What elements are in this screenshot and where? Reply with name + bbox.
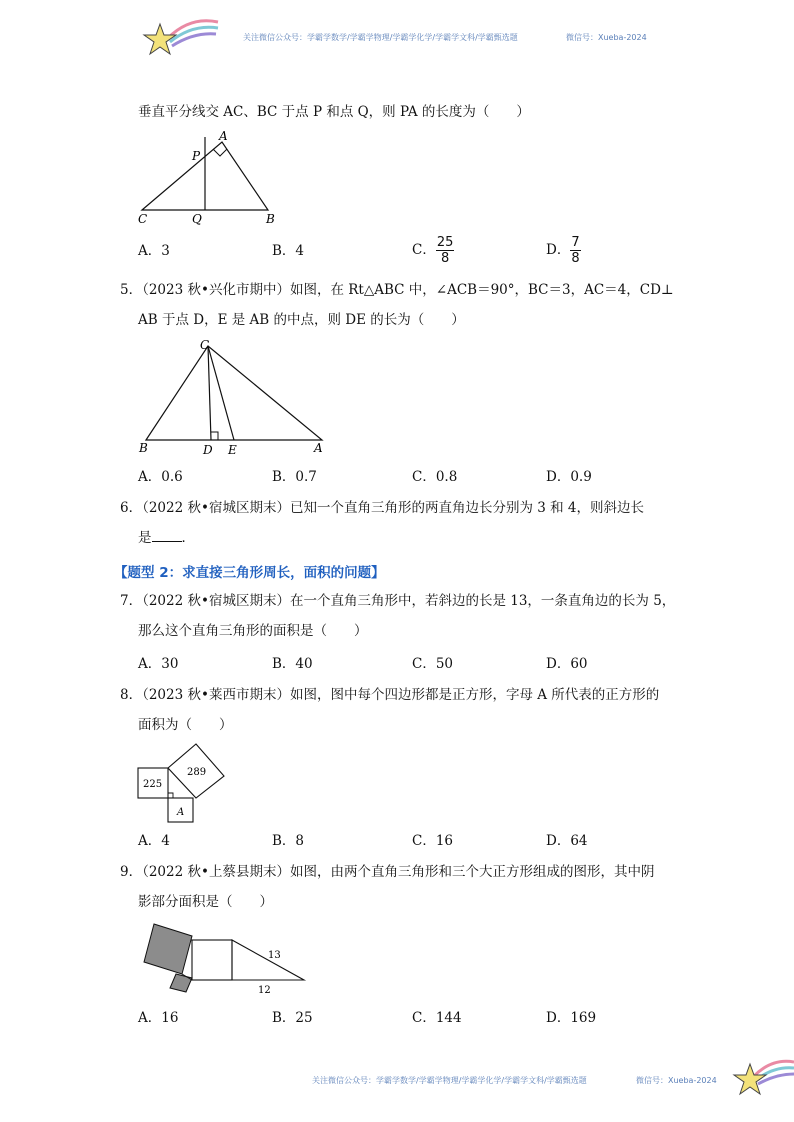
- footer-wechat: 微信号：Xueba-2024: [636, 1076, 717, 1085]
- q4-option-d-den: 8: [571, 251, 580, 266]
- q7-option-b: B．40: [272, 656, 313, 672]
- q4-option-c-num: 25: [436, 235, 454, 250]
- q5-figure: [132, 334, 332, 462]
- q6-answer-blank: [152, 529, 182, 542]
- q9-text-line1: 9．（2022 秋•上蔡县期末）如图，由两个直角三角形和三个大正方形组成的图形，其中阴: [120, 864, 655, 880]
- q8-figure: [132, 738, 232, 828]
- q5-label-c: C: [200, 338, 210, 352]
- q8-text-line1: 8．（2023 秋•莱西市期末）如图，图中每个四边形都是正方形，字母 A 所代表的正方形的: [120, 687, 660, 703]
- q5-option-d: D．0.9: [546, 469, 592, 485]
- q9-option-b: B．25: [272, 1010, 313, 1026]
- q6-text-post: ．: [181, 530, 195, 546]
- q9-option-c: C．144: [412, 1010, 462, 1026]
- q5-option-b: B．0.7: [272, 469, 317, 485]
- footer-text: 关注微信公众号：学霸学数学/学霸学物理/学霸学化学/学霸学文科/学霸甄选题: [312, 1076, 587, 1085]
- q9-label-12: 12: [258, 985, 271, 996]
- section-title: 【题型 2：求直接三角形周长，面积的问题】: [114, 565, 385, 581]
- q4-option-a: A．3: [138, 243, 170, 259]
- q5-text-line1: 5．（2023 秋•兴化市期中）如图，在 Rt△ABC 中，∠ACB＝90°，BC＝3，AC＝4，CD⊥: [120, 282, 674, 298]
- q6-text-line2: [138, 529, 195, 547]
- q5-label-b: B: [139, 441, 148, 455]
- q5-text-line2: AB 于点 D，E 是 AB 的中点，则 DE 的长为（ ）: [138, 312, 465, 328]
- q9-option-a: A．16: [138, 1010, 179, 1026]
- q9-label-13: 13: [268, 950, 281, 961]
- q4-option-b: B．4: [272, 243, 305, 259]
- q5-label-a: A: [314, 441, 323, 455]
- q4-label-a: A: [219, 129, 228, 143]
- q8-option-b: B．8: [272, 833, 305, 849]
- q4-label-p: P: [192, 149, 201, 163]
- q9-text-line2: 影部分面积是（ ）: [138, 894, 273, 910]
- q7-text-line1: 7．（2022 秋•宿城区期末）在一个直角三角形中，若斜边的长是 13，一条直角边的长为 5，: [120, 593, 676, 609]
- q4-option-d-label: D．: [546, 242, 571, 258]
- q4-option-c-fraction: [436, 235, 455, 266]
- q4-label-c: C: [138, 212, 148, 226]
- q7-text-line2: 那么这个直角三角形的面积是（ ）: [138, 623, 368, 639]
- q6-text-pre: 是: [138, 530, 152, 546]
- q7-option-c: C．50: [412, 656, 454, 672]
- q4-option-c-den: 8: [440, 251, 450, 266]
- q4-option-c-label: C．: [412, 242, 436, 258]
- q9-figure: [132, 918, 312, 1000]
- q4-text: 垂直平分线交 AC、BC 于点 P 和点 Q，则 PA 的长度为（ ）: [138, 104, 530, 120]
- q8-text-line2: 面积为（ ）: [138, 717, 233, 733]
- header-wechat: 微信号：Xueba-2024: [566, 33, 647, 42]
- q4-option-d: [546, 235, 581, 266]
- q9-option-d: D．169: [546, 1010, 597, 1026]
- q5-label-d: D: [203, 443, 213, 457]
- q4-figure: [132, 128, 292, 228]
- q8-label-225: 225: [143, 779, 163, 790]
- q8-option-d: D．64: [546, 833, 588, 849]
- q8-label-a: A: [177, 807, 185, 818]
- q8-option-c: C．16: [412, 833, 454, 849]
- footer-logo-icon: [730, 1054, 794, 1098]
- q7-option-d: D．60: [546, 656, 588, 672]
- header-logo-icon: [140, 12, 220, 60]
- q4-label-q: Q: [192, 212, 202, 226]
- q5-option-a: A．0.6: [138, 469, 183, 485]
- q4-option-d-fraction: [570, 235, 580, 266]
- q8-label-289: 289: [187, 767, 207, 778]
- q5-option-c: C．0.8: [412, 469, 458, 485]
- q7-option-a: A．30: [138, 656, 179, 672]
- q4-option-d-num: 7: [571, 235, 580, 250]
- q6-text-line1: 6．（2022 秋•宿城区期末）已知一个直角三角形的两直角边长分别为 3 和 4，则斜边长: [120, 500, 645, 516]
- q4-option-c: [412, 235, 454, 266]
- q4-label-b: B: [266, 212, 275, 226]
- header-text: 关注微信公众号：学霸学数学/学霸学物理/学霸学化学/学霸学文科/学霸甄选题: [243, 33, 518, 42]
- q8-option-a: A．4: [138, 833, 170, 849]
- q5-label-e: E: [228, 443, 237, 457]
